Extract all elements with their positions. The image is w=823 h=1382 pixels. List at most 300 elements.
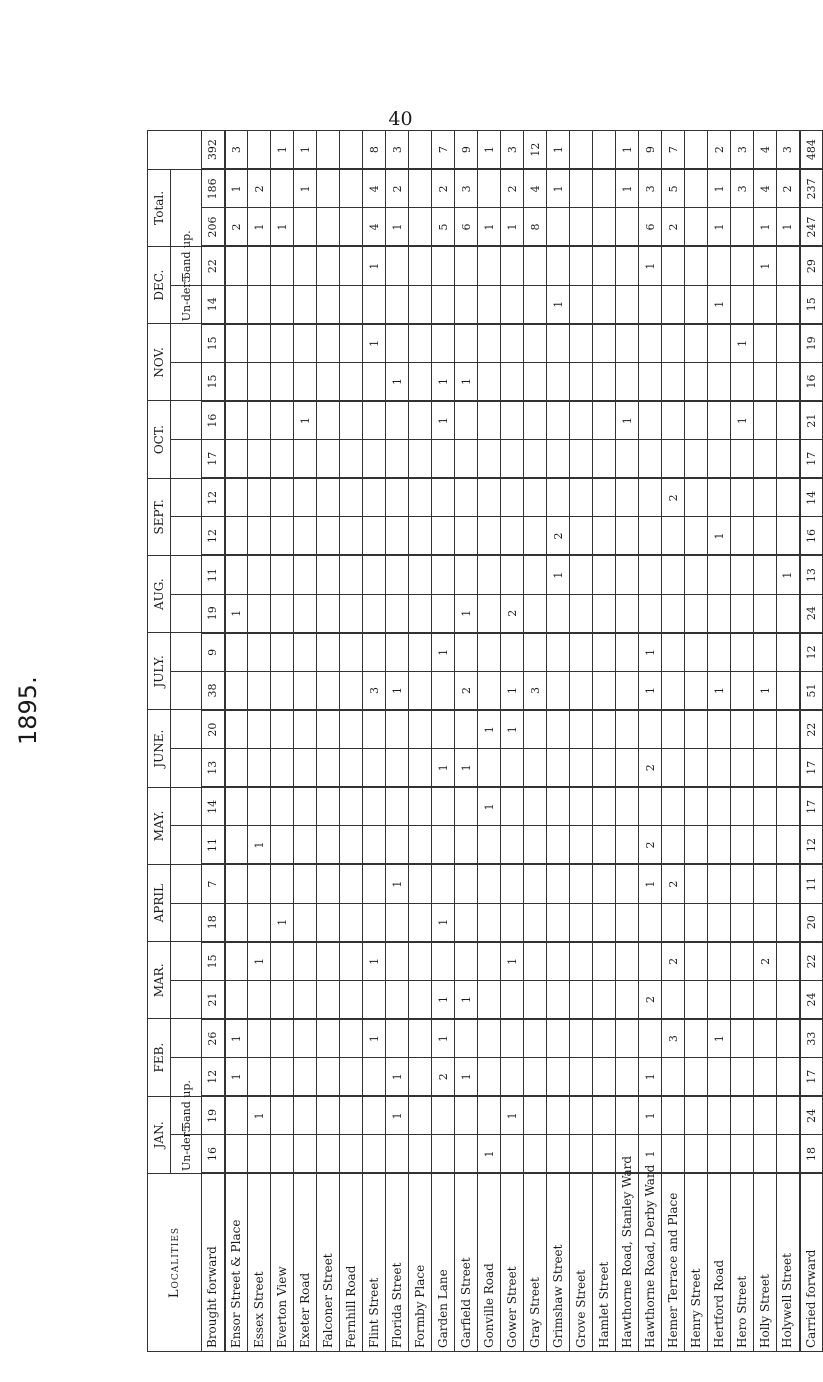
table-cell <box>754 401 777 440</box>
table-cell: 17 <box>202 440 225 479</box>
table-cell <box>455 324 478 363</box>
table-cell <box>731 247 754 286</box>
table-cell <box>478 1096 501 1135</box>
table-cell <box>317 169 340 208</box>
table-cell: 4 <box>363 169 386 208</box>
table-cell <box>501 749 524 788</box>
table-cell: 186 <box>202 169 225 208</box>
table-cell <box>570 285 593 324</box>
table-cell <box>363 362 386 401</box>
table-cell <box>432 1135 455 1174</box>
table-cell: 1 <box>455 749 478 788</box>
table-row <box>731 131 754 1352</box>
locality-name: Hero Street <box>731 1174 754 1352</box>
table-cell <box>317 208 340 247</box>
table-row <box>294 131 317 1352</box>
table-cell: 9 <box>202 633 225 672</box>
table-cell: 1 <box>731 401 754 440</box>
table-cell <box>225 1135 248 1174</box>
table-cell <box>340 247 363 286</box>
table-row <box>432 131 455 1352</box>
table-cell: 3 <box>225 131 248 170</box>
jan-under5-header: Un-der 5 <box>171 1135 202 1174</box>
sub-header <box>171 903 202 942</box>
table-cell <box>225 478 248 517</box>
table-cell <box>340 440 363 479</box>
locality-name: Florida Street <box>386 1174 409 1352</box>
table-cell <box>340 1096 363 1135</box>
table-cell <box>386 517 409 556</box>
table-cell <box>386 1135 409 1174</box>
table-cell <box>271 787 294 826</box>
table-cell: 13 <box>800 556 823 595</box>
table-cell <box>248 980 271 1019</box>
table-cell <box>685 556 708 595</box>
table-cell: 2 <box>639 980 662 1019</box>
table-cell <box>386 633 409 672</box>
table-cell <box>616 633 639 672</box>
table-cell <box>547 208 570 247</box>
table-cell <box>501 440 524 479</box>
table-cell: 1 <box>501 942 524 981</box>
table-cell <box>731 903 754 942</box>
table-cell <box>409 440 432 479</box>
table-cell <box>501 285 524 324</box>
table-cell <box>478 1019 501 1058</box>
table-cell <box>593 556 616 595</box>
table-cell <box>731 787 754 826</box>
sub-header <box>171 710 202 749</box>
table-cell <box>271 440 294 479</box>
table-cell <box>409 633 432 672</box>
table-cell: 1 <box>639 671 662 710</box>
table-cell <box>478 633 501 672</box>
table-cell: 1 <box>248 942 271 981</box>
table-cell <box>708 440 731 479</box>
table-cell: 19 <box>800 324 823 363</box>
total-header: Total. <box>148 169 171 246</box>
table-cell <box>547 749 570 788</box>
table-cell <box>248 131 271 170</box>
table-cell: 7 <box>202 865 225 904</box>
table-cell <box>248 324 271 363</box>
table-cell <box>478 1058 501 1097</box>
table-cell <box>501 903 524 942</box>
table-cell <box>432 787 455 826</box>
table-cell <box>639 1019 662 1058</box>
table-cell: 1 <box>478 710 501 749</box>
table-cell: 3 <box>455 169 478 208</box>
table-cell: 7 <box>432 131 455 170</box>
locality-name: Hertford Road <box>708 1174 731 1352</box>
table-cell: 1 <box>777 208 800 247</box>
table-cell <box>455 942 478 981</box>
table-cell <box>547 247 570 286</box>
table-cell <box>777 787 800 826</box>
table-cell <box>524 247 547 286</box>
table-cell <box>317 980 340 1019</box>
table-cell <box>386 1019 409 1058</box>
table-cell <box>547 401 570 440</box>
table-cell <box>317 362 340 401</box>
sub-header <box>171 633 202 672</box>
table-cell: 19 <box>202 594 225 633</box>
table-cell <box>409 247 432 286</box>
table-cell <box>547 710 570 749</box>
table-cell <box>271 285 294 324</box>
table-cell <box>547 1019 570 1058</box>
table-cell <box>432 710 455 749</box>
table-cell <box>432 594 455 633</box>
table-cell <box>386 285 409 324</box>
month-header-aug: AUG. <box>148 556 171 633</box>
table-cell: 1 <box>386 362 409 401</box>
total-over5-header: 5 and up. <box>171 247 202 286</box>
table-cell <box>547 942 570 981</box>
table-cell <box>386 401 409 440</box>
table-cell: 2 <box>455 671 478 710</box>
table-cell <box>685 826 708 865</box>
table-cell <box>363 749 386 788</box>
month-header-nov: NOV. <box>148 324 171 401</box>
table-cell <box>593 865 616 904</box>
table-cell <box>708 324 731 363</box>
table-cell <box>593 942 616 981</box>
table-cell <box>731 478 754 517</box>
table-cell: 24 <box>800 980 823 1019</box>
table-cell <box>432 1096 455 1135</box>
table-cell <box>593 324 616 363</box>
table-cell: 1 <box>386 1058 409 1097</box>
table-cell <box>455 633 478 672</box>
table-cell: 1 <box>386 1096 409 1135</box>
table-cell <box>570 517 593 556</box>
table-cell <box>455 285 478 324</box>
locality-name: Garfield Street <box>455 1174 478 1352</box>
table-cell <box>662 980 685 1019</box>
table-cell <box>524 903 547 942</box>
table-cell <box>685 517 708 556</box>
table-cell: 20 <box>202 710 225 749</box>
table-cell <box>432 556 455 595</box>
table-cell <box>616 208 639 247</box>
table-cell <box>271 247 294 286</box>
table-cell <box>317 401 340 440</box>
table-cell: 1 <box>294 131 317 170</box>
table-cell: 12 <box>524 131 547 170</box>
table-row <box>662 131 685 1352</box>
table-cell <box>386 556 409 595</box>
table-cell <box>363 980 386 1019</box>
table-cell <box>570 980 593 1019</box>
table-row <box>478 131 501 1352</box>
table-cell <box>593 1019 616 1058</box>
table-cell <box>662 285 685 324</box>
table-cell: 1 <box>271 131 294 170</box>
table-cell: 1 <box>455 980 478 1019</box>
table-cell <box>432 942 455 981</box>
table-cell: 16 <box>202 1135 225 1174</box>
table-cell <box>685 903 708 942</box>
table-cell <box>616 362 639 401</box>
table-cell <box>432 826 455 865</box>
locality-name: Gray Street <box>524 1174 547 1352</box>
table-cell <box>593 401 616 440</box>
table-cell <box>340 710 363 749</box>
table-cell <box>225 826 248 865</box>
table-cell: 2 <box>501 594 524 633</box>
table-cell: 1 <box>363 942 386 981</box>
table-cell: 1 <box>616 169 639 208</box>
table-cell <box>570 826 593 865</box>
table-cell: 17 <box>800 787 823 826</box>
table-cell <box>363 478 386 517</box>
table-cell <box>731 942 754 981</box>
page-number: 40 <box>388 108 413 130</box>
table-cell: 3 <box>524 671 547 710</box>
table-cell <box>777 1058 800 1097</box>
table-cell <box>524 1135 547 1174</box>
table-cell <box>363 440 386 479</box>
table-cell: 1 <box>547 285 570 324</box>
table-cell <box>639 440 662 479</box>
table-cell: 5 <box>662 169 685 208</box>
sub-header <box>171 556 202 595</box>
table-cell <box>409 671 432 710</box>
table-cell: 1 <box>432 749 455 788</box>
table-cell <box>386 826 409 865</box>
table-cell <box>248 478 271 517</box>
table-cell: 1 <box>294 401 317 440</box>
table-cell <box>547 1135 570 1174</box>
table-cell: 1 <box>455 362 478 401</box>
table-cell <box>340 787 363 826</box>
table-cell <box>248 710 271 749</box>
table-cell <box>616 285 639 324</box>
jan-over5-header: 5 and up. <box>171 1096 202 1135</box>
table-row <box>202 131 225 1352</box>
table-cell <box>455 556 478 595</box>
table-cell <box>708 903 731 942</box>
table-cell <box>616 826 639 865</box>
table-cell <box>340 749 363 788</box>
table-cell: 9 <box>639 131 662 170</box>
table-cell <box>363 594 386 633</box>
table-cell <box>754 1135 777 1174</box>
table-cell <box>616 980 639 1019</box>
table-cell <box>455 787 478 826</box>
table-cell <box>225 440 248 479</box>
table-cell <box>363 1096 386 1135</box>
table-cell <box>524 594 547 633</box>
sub-header <box>171 324 202 363</box>
table-cell <box>478 865 501 904</box>
table-cell <box>777 942 800 981</box>
table-cell <box>225 285 248 324</box>
month-header-july: JULY. <box>148 633 171 710</box>
table-row <box>340 131 363 1352</box>
table-cell <box>317 1058 340 1097</box>
table-cell: 21 <box>202 980 225 1019</box>
table-cell <box>616 671 639 710</box>
statistics-table-wrapper <box>147 130 818 1352</box>
table-cell <box>455 247 478 286</box>
table-cell <box>616 517 639 556</box>
table-cell <box>731 980 754 1019</box>
table-cell: 11 <box>800 865 823 904</box>
table-cell <box>409 903 432 942</box>
table-cell <box>340 865 363 904</box>
table-cell: 1 <box>754 671 777 710</box>
table-cell <box>317 633 340 672</box>
table-cell <box>547 787 570 826</box>
table-cell: 6 <box>455 208 478 247</box>
table-cell: 3 <box>731 169 754 208</box>
table-cell <box>248 865 271 904</box>
table-cell: 1 <box>432 401 455 440</box>
table-cell <box>363 556 386 595</box>
table-cell <box>409 1058 432 1097</box>
table-cell <box>409 169 432 208</box>
table-cell <box>754 440 777 479</box>
table-cell <box>225 710 248 749</box>
table-cell <box>455 865 478 904</box>
table-cell <box>294 1058 317 1097</box>
table-cell: 2 <box>248 169 271 208</box>
table-cell <box>409 865 432 904</box>
table-cell <box>685 324 708 363</box>
table-cell <box>685 594 708 633</box>
table-cell <box>409 324 432 363</box>
table-cell <box>616 1096 639 1135</box>
table-cell <box>639 594 662 633</box>
table-cell <box>386 440 409 479</box>
table-cell <box>386 247 409 286</box>
table-cell <box>432 865 455 904</box>
table-cell: 4 <box>754 169 777 208</box>
table-cell: 1 <box>478 208 501 247</box>
statistics-table <box>147 130 823 1352</box>
table-cell <box>409 362 432 401</box>
table-cell <box>363 285 386 324</box>
table-cell <box>570 594 593 633</box>
table-cell <box>593 671 616 710</box>
table-cell <box>455 401 478 440</box>
table-cell <box>777 594 800 633</box>
locality-name: Formby Place <box>409 1174 432 1352</box>
table-cell <box>248 1019 271 1058</box>
table-cell <box>271 710 294 749</box>
table-cell <box>340 671 363 710</box>
table-cell <box>616 324 639 363</box>
table-cell <box>317 749 340 788</box>
table-cell <box>754 787 777 826</box>
table-cell <box>294 594 317 633</box>
table-cell: 392 <box>202 131 225 170</box>
sub-header <box>171 865 202 904</box>
table-cell: 2 <box>432 1058 455 1097</box>
table-cell <box>340 362 363 401</box>
table-cell <box>524 478 547 517</box>
table-cell <box>547 633 570 672</box>
table-cell <box>409 401 432 440</box>
table-cell <box>685 671 708 710</box>
table-cell <box>639 285 662 324</box>
table-cell <box>708 401 731 440</box>
table-cell <box>662 1135 685 1174</box>
table-cell <box>754 324 777 363</box>
table-cell <box>731 1019 754 1058</box>
sub-header <box>171 749 202 788</box>
table-cell <box>501 324 524 363</box>
table-cell: 18 <box>800 1135 823 1174</box>
table-cell <box>340 903 363 942</box>
table-cell <box>248 247 271 286</box>
table-cell: 22 <box>800 942 823 981</box>
table-cell <box>524 440 547 479</box>
table-cell <box>547 903 570 942</box>
table-cell <box>639 478 662 517</box>
table-cell <box>478 169 501 208</box>
table-cell <box>271 517 294 556</box>
table-cell: 2 <box>225 208 248 247</box>
table-cell <box>616 787 639 826</box>
table-cell <box>593 903 616 942</box>
table-cell <box>662 826 685 865</box>
locality-name: Grove Street <box>570 1174 593 1352</box>
table-cell <box>593 517 616 556</box>
table-cell <box>248 787 271 826</box>
table-cell: 24 <box>800 1096 823 1135</box>
table-cell <box>340 1135 363 1174</box>
table-cell <box>777 324 800 363</box>
table-cell <box>524 749 547 788</box>
table-cell <box>616 440 639 479</box>
table-cell <box>754 285 777 324</box>
table-cell <box>478 247 501 286</box>
table-row <box>225 131 248 1352</box>
table-cell: 3 <box>662 1019 685 1058</box>
table-cell: 1 <box>639 1058 662 1097</box>
table-cell <box>317 556 340 595</box>
sub-header <box>171 671 202 710</box>
table-cell <box>478 362 501 401</box>
table-cell <box>271 362 294 401</box>
table-cell <box>340 633 363 672</box>
table-cell: 6 <box>639 208 662 247</box>
table-cell: 1 <box>616 131 639 170</box>
table-cell <box>754 1058 777 1097</box>
table-cell <box>294 942 317 981</box>
table-cell <box>731 556 754 595</box>
table-cell <box>708 556 731 595</box>
table-cell <box>317 594 340 633</box>
table-cell <box>593 169 616 208</box>
table-cell <box>478 903 501 942</box>
table-cell <box>547 594 570 633</box>
table-cell: 1 <box>731 324 754 363</box>
table-cell <box>363 517 386 556</box>
locality-name: Ensor Street & Place <box>225 1174 248 1352</box>
table-cell: 1 <box>363 247 386 286</box>
table-cell <box>248 749 271 788</box>
locality-name: Hawthorne Road, Derby Ward <box>639 1174 662 1352</box>
table-cell: 1 <box>248 826 271 865</box>
table-cell: 1 <box>547 169 570 208</box>
table-cell <box>777 980 800 1019</box>
table-cell <box>754 980 777 1019</box>
table-cell <box>409 131 432 170</box>
